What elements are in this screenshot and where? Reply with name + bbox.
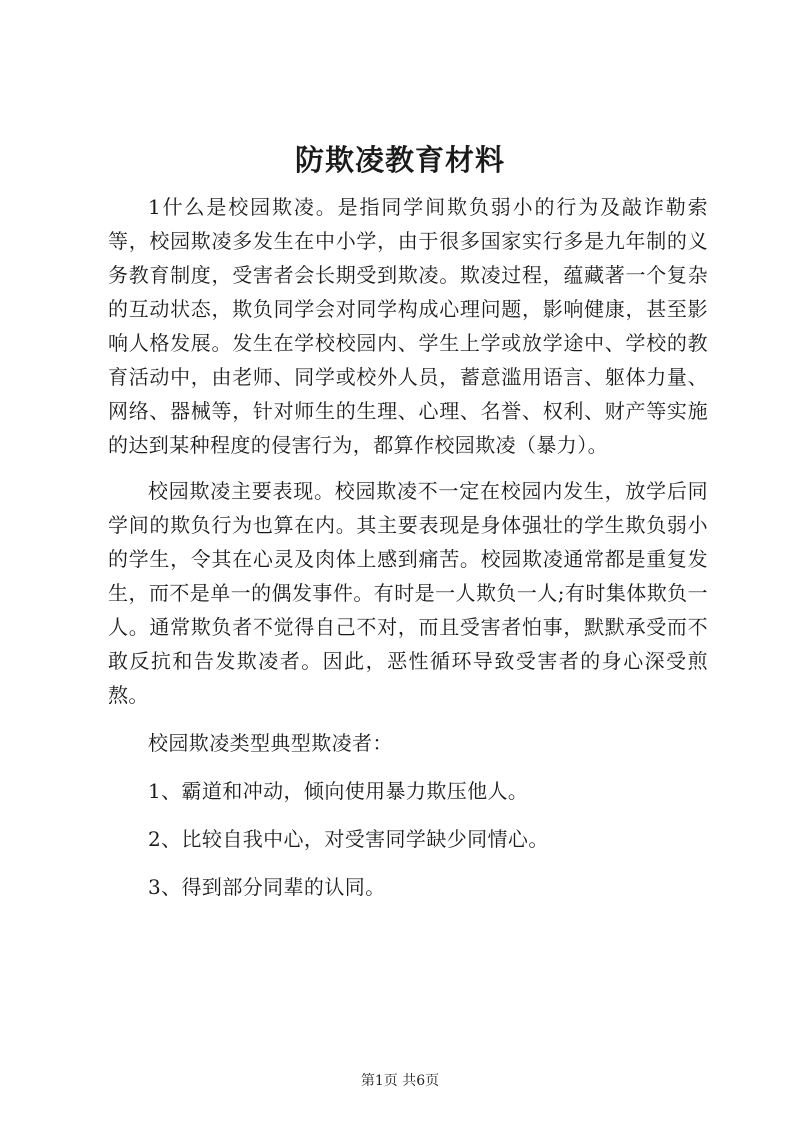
paragraph-types-heading: 校园欺凌类型典型欺凌者：: [148, 731, 393, 755]
list-item: 1、霸道和冲动，倾向使用暴力欺压他人。: [148, 779, 529, 803]
paragraph-definition: 1什么是校园欺凌。是指同学间欺负弱小的行为及敲诈勒索等，校园欺凌多发生在中小学，由于很多国家实行多是九年制的义务教育制度，受害者会长期受到欺凌。欺凌过程，蕴藏著一个复杂的互动状态，欺负同学会对同学构成心理问题，影响健康，甚至影响人格发展。发生在学校校园内、学生上学或放学途中、学校的教育活动中，由老师、同学或校外人员，蓄意滥用语言、躯体力量、网络、器械等，针对师生的生理、心理、名誉、权利、财产等实施的达到某种程度的侵害行为，都算作校园欺凌（暴力）。: [108, 195, 708, 457]
document-title: 防欺凌教育材料: [294, 143, 505, 177]
paragraph-manifestation: 校园欺凌主要表现。校园欺凌不一定在校园内发生，放学后同学间的欺负行为也算在内。其主要表现是身体强壮的学生欺负弱小的学生，令其在心灵及肉体上感到痛苦。校园欺凌通常都是重复发生，而不是单一的偶发事件。有时是一人欺负一人;有时集体欺负一人。通常欺负者不觉得自己不对，而且受害者怕事，默默承受而不敢反抗和告发欺凌者。因此，恶性循环导致受害者的身心深受煎熬。: [108, 479, 708, 707]
list-item: 2、比较自我中心，对受害同学缺少同情心。: [148, 827, 549, 851]
document-body: [108, 190, 708, 904]
page-number-footer: 第1页 共6页: [360, 1073, 440, 1089]
list-item: 3、得到部分同辈的认同。: [148, 875, 386, 899]
